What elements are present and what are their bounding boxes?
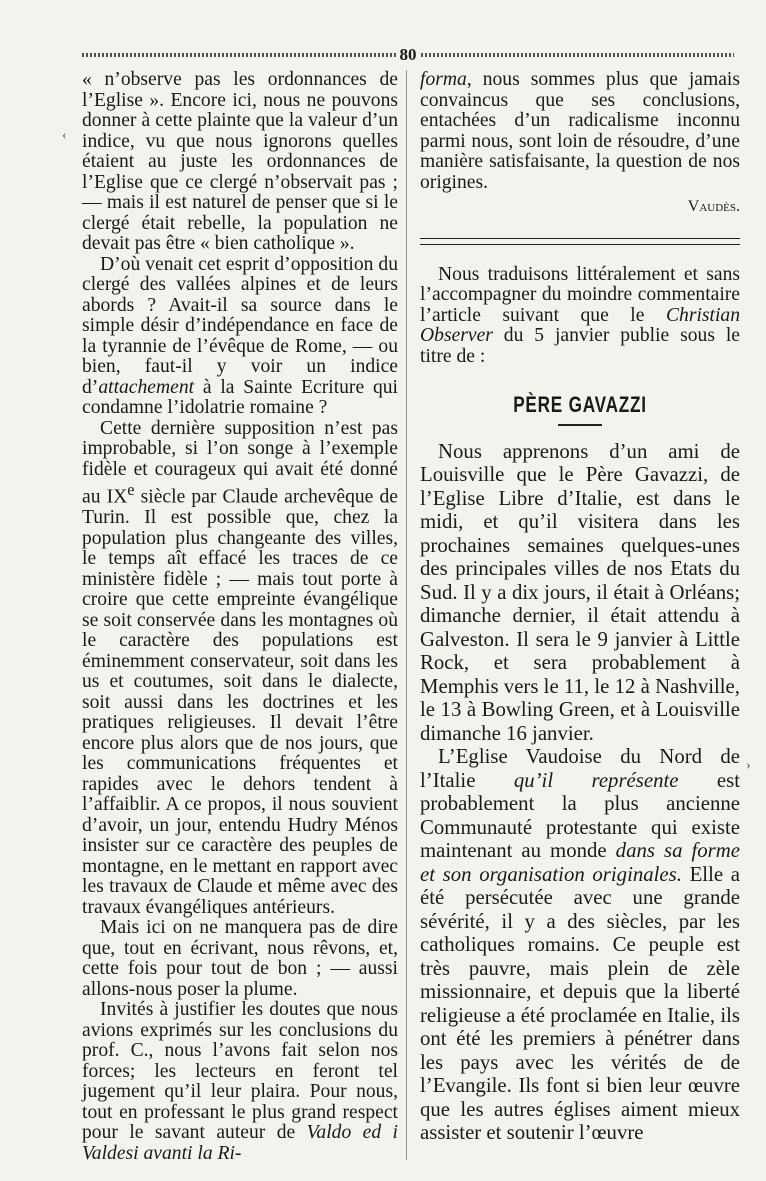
margin-mark: ‹ xyxy=(62,128,67,143)
page-header xyxy=(82,46,734,64)
text-run: siècle par Claude archevêque de Turin. Il est possible que, chez la population plus changeante des villes, le temps aît effacé les traces de ce ministère fidèle ; — mais tout porte à croire que cette empreinte évangélique se soit conservée dans les montagnes où le caractère des populations est éminemment conservateur, soit dans les us et coutumes, soit dans le dialecte, soit aussi dans les doctrines et les pratiques religieuses. Il devait l’être encore plus alors que de nos jours, que les communications fréquentes et rapides avec le dehors tendent à l’affaiblir. A ce propos, il nous souvient d’avoir, un jour, entendu Hudry Ménos insister sur ce caractère des peuples de montagne, en le mettant en rapport avec les travaux de Claude et même avec des travaux évangéliques antérieurs. xyxy=(82,486,398,918)
paragraph: Mais ici on ne manquera pas de dire que, tout en écrivant, nous rêvons, et, cette fois pour tout de bon ; — aussi allons-nous poser la plume. xyxy=(82,917,398,1000)
book-title: Valdo ed i Valdesi avanti la Ri- xyxy=(82,1122,398,1164)
text-run: D’où venait cet esprit d’opposition du clergé des vallées alpines et de leurs abords ? Avait-il sa source dans le simple désir d’indépendance en face de la tyrannie de l’évêque de Rome, — ou bien, faut-il y voir un indice d’ xyxy=(82,253,398,398)
paragraph xyxy=(420,745,740,1145)
emphasis: forma xyxy=(420,69,467,90)
paragraph xyxy=(420,265,740,368)
paragraph xyxy=(82,255,398,419)
text-run: Nous traduisons littéralement et sans l’accompagner du moindre commentaire l’article suivant que le xyxy=(420,263,740,326)
header-rule-left xyxy=(82,53,396,57)
paragraph xyxy=(82,1000,398,1164)
signature: Vaudès. xyxy=(687,198,740,215)
text-run: Cette dernière supposition n’est pas improbable, si l’on songe à l’exemple fidèle et courageux qui avait été donné au IX xyxy=(82,417,398,508)
text-run: , nous sommes plus que jamais convaincus que ses conclusions, entachées d’un radicalisme inconnu parmi nous, sont loin de résoudre, d’une manière satisfaisante, la question de nos origines. xyxy=(420,69,740,193)
text-run: L’Eglise Vaudoise du Nord de l’Italie xyxy=(420,745,740,792)
text-run: Invités à justifier les doutes que nous avions exprimés sur les conclusions du prof. C., nous l’avons fait selon nos forces; les lecteurs en feront tel jugement qu’il leur plaira. Pour nous, tout en professant le plus grand respect pour le savant auteur de xyxy=(82,999,398,1144)
superscript: e xyxy=(127,480,135,499)
page-number: 80 xyxy=(399,45,417,64)
article-title: PÈRE GAVAZZI xyxy=(513,392,647,417)
paragraph: « n’observe pas les ordonnances de l’Eglise ». Encore ici, nous ne pouvons donner à cette plainte que la valeur d’un indice, vu que nous ignorons quelles étaient au juste les ordonnances de l’Eglise que ce clergé n’observait pas ; — mais il est naturel de penser que si le clergé était rebelle, la population ne devait pas être « bien catholique ». xyxy=(82,69,398,254)
emphasis: qu’il représente xyxy=(513,768,679,792)
text-run: Elle a été persécutée avec une grande sévérité, il y a des siècles, par les catholiques romains. Ce peuple est très pauvre, mais plein de zèle missionnaire, et depuis que la liberté religieuse a été proclamée en Italie, ils ont été les premiers à pénétrer dans les pays avec les vérités de de l’Evangile. Ils font si bien leur œuvre que les autres églises aiment mieux assister et soutenir l’œuvre xyxy=(420,862,740,1144)
left-column xyxy=(82,70,398,1164)
paragraph xyxy=(82,419,398,919)
section-rule xyxy=(420,238,740,245)
article-body xyxy=(420,440,740,1145)
margin-mark: › xyxy=(746,758,751,773)
header-rule-right xyxy=(421,53,735,57)
title-rule xyxy=(558,424,602,426)
text-run: du 5 janvier publie sous le titre de : xyxy=(420,325,740,367)
emphasis: attachement xyxy=(98,376,195,398)
text-run: à la Sainte Ecriture qui condamne l’idolatrie romaine ? xyxy=(82,376,398,418)
right-column xyxy=(420,70,740,1145)
paragraph: Nous apprenons d’un ami de Louisville que le Père Gavazzi, de l’Eglise Libre d’Italie, est dans le midi, et qu’il visitera dans les prochaines semaines quelques-unes des principales villes de nos Etats du Sud. Il y a dix jours, il était à Orléans; dimanche dernier, il était attendu à Galveston. Il sera le 9 janvier à Little Rock, et sera probablement à Memphis vers le 11, le 12 à Nashville, le 13 à Bowling Green, et à Louisville dimanche 16 janvier. xyxy=(420,439,740,745)
column-divider xyxy=(406,70,407,1160)
paragraph xyxy=(420,70,740,193)
publication-name: Christian Observer xyxy=(420,304,740,346)
emphasis: dans sa forme et son organisation originales. xyxy=(420,839,740,886)
text-run: est probablement la plus ancienne Communauté protestante qui existe maintenant au monde xyxy=(420,768,741,862)
